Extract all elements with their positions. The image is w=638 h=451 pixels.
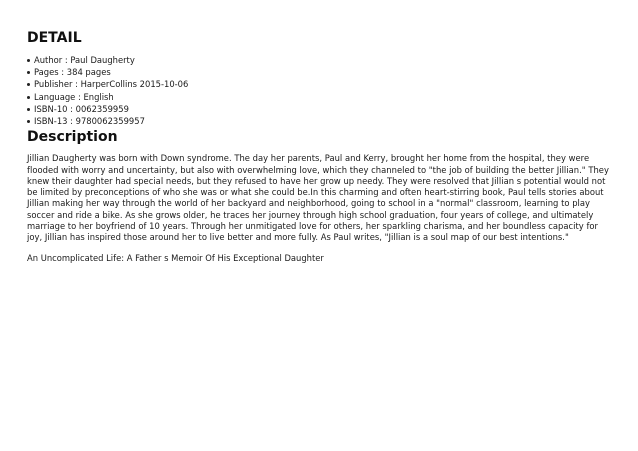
- description-heading: Description: [27, 129, 118, 146]
- detail-item-pages: Pages : 384 pages: [27, 66, 612, 78]
- detail-item-author: Author : Paul Daugherty: [27, 54, 612, 66]
- detail-item-publisher: Publisher : HarperCollins 2015-10-06: [27, 78, 612, 90]
- detail-item-language: Language : English: [27, 91, 612, 103]
- detail-heading: DETAIL: [27, 30, 82, 46]
- description-body: Jillian Daugherty was born with Down syndrome. The day her parents, Paul and Kerry, brought her home from the hospital, they were flooded with worry and uncertainty, but also with overwhelming love, which they channeled to "the job of building the better Jillian." They knew their daughter had special needs, but they refused to have her grow up needy. They were resolved that Jillian s potential would not be limited by preconceptions of who she was or what she could be.In this charming and often heart-stirring book, Paul tells stories about Jillian making her way through the world of her backyard and neighborhood, going to school in a "normal" classroom, learning to play soccer and ride a bike. As she grows older, he traces her journey through high school graduation, four years of college, and ultimately marriage to her boyfriend of 10 years. Through her unmitigated love for others, her sparkling charisma, and her boundless capacity for joy, Jillian has inspired those around her to live better and more fully. As Paul writes, "Jillian is a soul map of our best intentions.": [27, 153, 609, 243]
- detail-item-isbn10: ISBN-10 : 0062359959: [27, 103, 612, 115]
- detail-item-isbn13: ISBN-13 : 9780062359957: [27, 115, 612, 127]
- document-page: [27, 28, 612, 264]
- book-title: An Uncomplicated Life: A Father s Memoir Of His Exceptional Daughter: [27, 252, 324, 263]
- detail-list: [27, 54, 612, 127]
